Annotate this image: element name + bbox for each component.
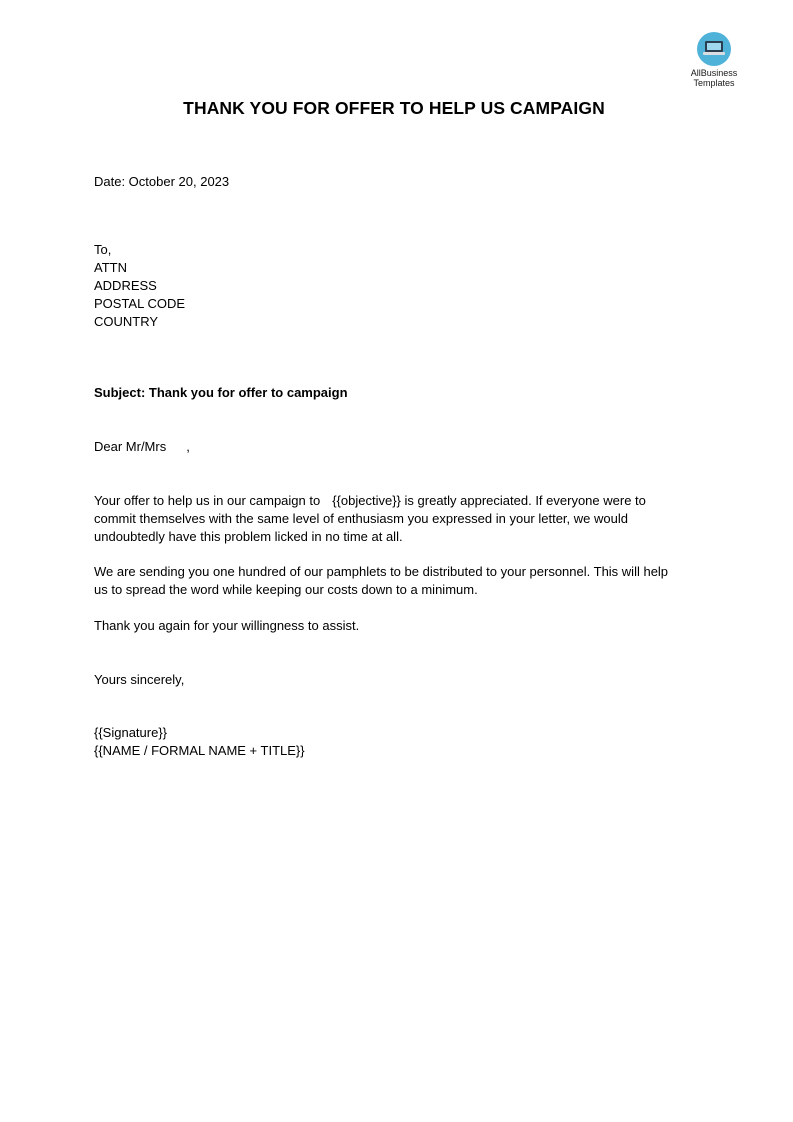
paragraph-2-line-1: We are sending you one hundred of our pamphlets to be distributed to your personnel. This will help: [94, 564, 669, 579]
paragraph-1-text-a: Your offer to help us in our campaign to: [94, 493, 321, 508]
salutation: [94, 438, 190, 456]
salutation-prefix: Dear Mr/Mrs: [94, 439, 167, 454]
laptop-icon: [697, 32, 731, 66]
signature-placeholder: {{Signature}}: [94, 725, 168, 740]
paragraph-1-line-2: commit themselves with the same level of enthusiasm you expressed in your letter, we would: [94, 511, 628, 526]
paragraph-1-text-c: is greatly appreciated. If everyone were to: [404, 493, 646, 508]
paragraph-2-line-2: us to spread the word while keeping our costs down to a minimum.: [94, 582, 478, 597]
allbusiness-logo: [684, 32, 744, 88]
logo-text-line1: AllBusiness: [690, 68, 738, 78]
paragraph-1: [94, 492, 714, 546]
address-line: ADDRESS: [94, 278, 157, 293]
paragraph-2: [94, 563, 714, 599]
letter-date: Date: October 20, 2023: [94, 174, 230, 189]
address-postal-code: POSTAL CODE: [94, 296, 186, 311]
document-title: THANK YOU FOR OFFER TO HELP US CAMPAIGN: [183, 98, 605, 118]
closing: Yours sincerely,: [94, 672, 185, 687]
paragraph-1-line-3: undoubtedly have this problem licked in no time at all.: [94, 529, 403, 544]
address-to: To,: [94, 242, 112, 257]
address-country: COUNTRY: [94, 314, 159, 329]
letter-subject: Subject: Thank you for offer to campaign: [94, 385, 348, 400]
paragraph-1-line-1: [94, 492, 714, 510]
salutation-suffix: ,: [186, 439, 190, 454]
logo-text-line2: Templates: [693, 78, 735, 88]
objective-placeholder: {{objective}}: [332, 493, 401, 508]
name-title-placeholder: {{NAME / FORMAL NAME + TITLE}}: [94, 743, 305, 758]
address-attn: ATTN: [94, 260, 127, 275]
paragraph-3: Thank you again for your willingness to assist.: [94, 618, 360, 633]
